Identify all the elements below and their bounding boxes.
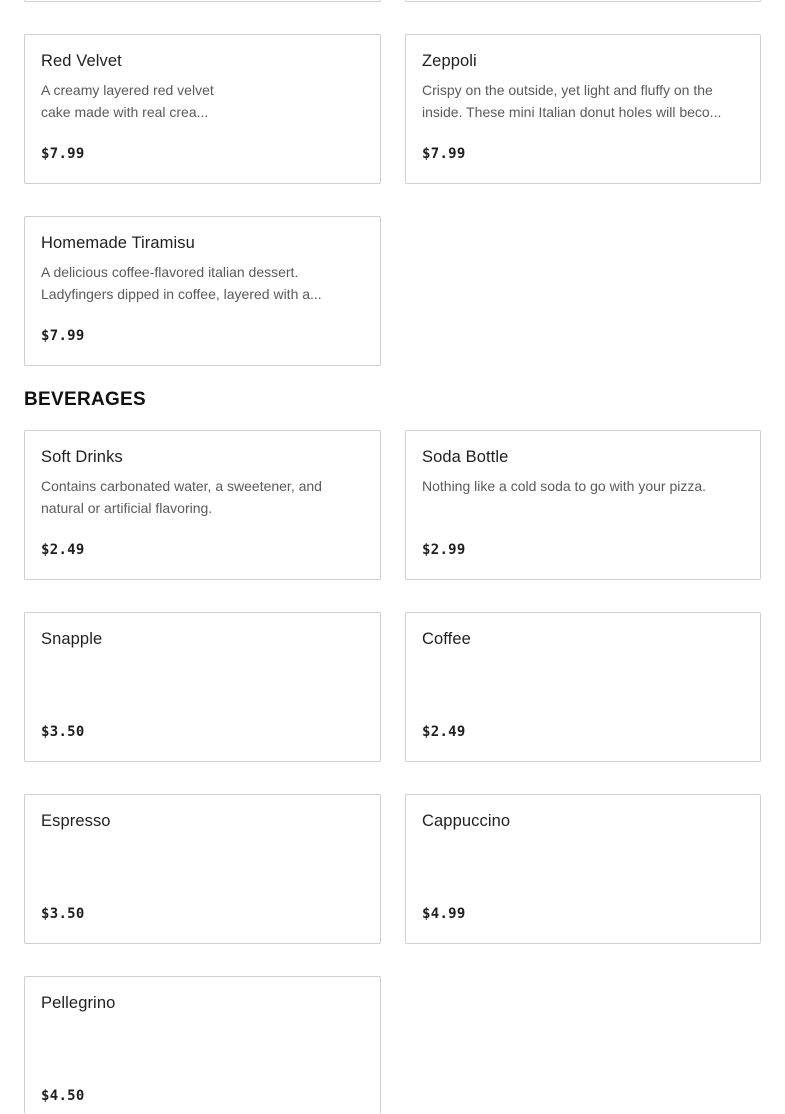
menu-item-price: $3.50 xyxy=(41,724,85,740)
menu-item-card-coffee[interactable] xyxy=(405,612,761,762)
menu-item-name: Homemade Tiramisu xyxy=(41,234,195,252)
menu-item-price: $2.49 xyxy=(41,542,85,558)
menu-item-description: Contains carbonated water, a sweetener, and natural or artificial flavoring. xyxy=(41,478,322,516)
menu-item-card-cappuccino[interactable] xyxy=(405,794,761,944)
menu-item-description: Nothing like a cold soda to go with your pizza. xyxy=(422,478,707,494)
section-heading-beverages: BEVERAGES xyxy=(24,389,147,410)
menu-item-price: $7.99 xyxy=(41,328,85,344)
menu-item-name: Espresso xyxy=(41,812,111,830)
menu-item-price: $4.99 xyxy=(422,906,466,922)
menu-item-name: Pellegrino xyxy=(41,994,116,1012)
menu-item-price: $4.50 xyxy=(41,1088,85,1104)
menu-item-price: $7.99 xyxy=(422,146,466,162)
menu-item-card-soft-drinks[interactable] xyxy=(24,430,381,580)
menu-item-price: $2.99 xyxy=(422,542,466,558)
menu-item-price: $7.99 xyxy=(41,146,85,162)
menu-item-card-soda-bottle[interactable] xyxy=(405,430,761,580)
menu-item-card-homemade-tiramisu[interactable] xyxy=(24,216,381,366)
menu-item-card-partial[interactable] xyxy=(24,0,381,2)
menu-item-card-pellegrino[interactable] xyxy=(24,976,381,1114)
menu-item-description: A delicious coffee-flavored italian dessert. Ladyfingers dipped in coffee, layered with a... xyxy=(41,264,322,302)
menu-item-description: A creamy layered red velvet cake made with real crea... xyxy=(41,82,214,120)
menu-item-price: $2.49 xyxy=(422,724,466,740)
menu-item-price: $3.50 xyxy=(41,906,85,922)
menu-item-card-partial[interactable] xyxy=(405,0,761,2)
menu-item-card-espresso[interactable] xyxy=(24,794,381,944)
menu-item-name: Red Velvet xyxy=(41,52,122,70)
menu-item-card-red-velvet[interactable] xyxy=(24,34,381,184)
menu-item-name: Zeppoli xyxy=(422,52,477,70)
menu-item-description: Crispy on the outside, yet light and fluffy on the inside. These mini Italian donut holes will beco... xyxy=(422,82,722,120)
menu-item-card-zeppoli[interactable] xyxy=(405,34,761,184)
menu-item-name: Coffee xyxy=(422,630,471,648)
menu-item-name: Snapple xyxy=(41,630,103,648)
menu-item-name: Soda Bottle xyxy=(422,448,509,466)
menu-item-name: Cappuccino xyxy=(422,812,511,830)
menu-item-name: Soft Drinks xyxy=(41,448,123,466)
menu-item-card-snapple[interactable] xyxy=(24,612,381,762)
